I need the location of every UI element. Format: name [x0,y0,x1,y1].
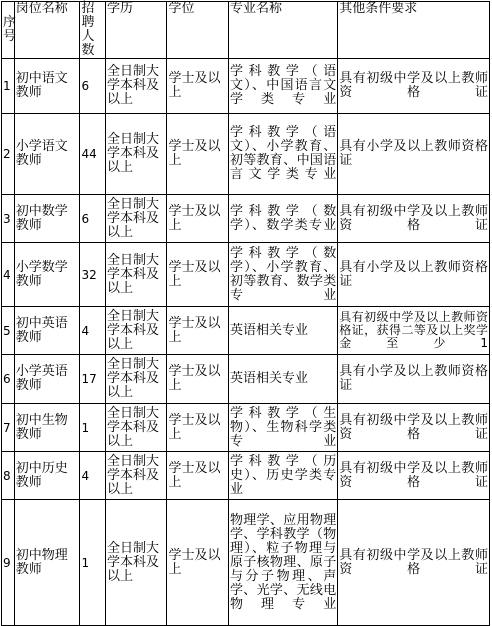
row-other: 具有初级中学及以上教师资格证 [338,195,490,243]
header-row [2,2,490,59]
row-major: 英语相关专业 [228,307,337,355]
table-row [2,404,490,452]
row-count: 6 [80,59,105,114]
table-row [2,195,490,243]
row-position: 初中英语教师 [14,307,80,355]
row-degree: 学士及以上 [167,307,229,355]
row-major: 学科教学（数学）、小学教育、初等教育、数学类专业 [228,243,337,307]
row-education: 全日制大学本科及以上 [105,114,167,195]
row-count: 44 [80,114,105,195]
row-count: 4 [80,307,105,355]
row-education: 全日制大学本科及以上 [105,195,167,243]
row-education: 全日制大学本科及以上 [105,355,167,404]
table-row [2,452,490,500]
header-position: 岗位名称 [14,2,80,59]
row-no: 1 [2,59,15,114]
row-major: 学科教学（生物）、生物科学类专业 [228,404,337,452]
row-degree: 学士及以上 [167,243,229,307]
row-degree: 学士及以上 [167,452,229,500]
row-education: 全日制大学本科及以上 [105,404,167,452]
row-education: 全日制大学本科及以上 [105,500,167,626]
row-education: 全日制大学本科及以上 [105,59,167,114]
row-count: 32 [80,243,105,307]
row-other: 具有初级中学及以上教师资格证 [338,404,490,452]
table-row [2,114,490,195]
row-other: 具有小学及以上教师资格证 [338,355,490,404]
row-education: 全日制大学本科及以上 [105,307,167,355]
row-position: 小学数学教师 [14,243,80,307]
row-no: 5 [2,307,15,355]
table-row [2,243,490,307]
row-education: 全日制大学本科及以上 [105,243,167,307]
row-no: 8 [2,452,15,500]
row-other: 具有初级中学及以上教师资格证，获得二等及以上奖学金至少1 [338,307,490,355]
row-degree: 学士及以上 [167,114,229,195]
row-degree: 学士及以上 [167,355,229,404]
row-position: 初中生物教师 [14,404,80,452]
row-degree: 学士及以上 [167,195,229,243]
row-other: 具有小学及以上教师资格证 [338,243,490,307]
table-row [2,500,490,626]
header-no: 序号 [2,2,15,59]
row-position: 小学语文教师 [14,114,80,195]
row-count: 1 [80,404,105,452]
table-row [2,355,490,404]
row-position: 小学英语教师 [14,355,80,404]
row-major: 学科教学（历史）、历史学类专业 [228,452,337,500]
row-position: 初中历史教师 [14,452,80,500]
row-count: 1 [80,500,105,626]
header-other: 其他条件要求 [338,2,490,59]
row-major: 学科教学（语文）、中国语言文学类专业 [228,59,337,114]
header-count: 招聘人数 [80,2,105,59]
row-no: 4 [2,243,15,307]
row-no: 7 [2,404,15,452]
row-education: 全日制大学本科及以上 [105,452,167,500]
row-major: 学科教学（语文）、小学教育、初等教育、中国语言文学类专业 [228,114,337,195]
recruitment-table [1,1,490,626]
row-position: 初中数学教师 [14,195,80,243]
row-other: 具有初级中学及以上教师资格证 [338,59,490,114]
header-education: 学历 [105,2,167,59]
row-degree: 学士及以上 [167,59,229,114]
table-row [2,59,490,114]
row-other: 具有小学及以上教师资格证 [338,114,490,195]
header-major: 专业名称 [228,2,337,59]
row-no: 6 [2,355,15,404]
row-count: 17 [80,355,105,404]
row-position: 初中物理教师 [14,500,80,626]
row-degree: 学士及以上 [167,404,229,452]
row-no: 9 [2,500,15,626]
row-count: 6 [80,195,105,243]
row-other: 具有初级中学及以上教师资格证 [338,500,490,626]
header-degree: 学位 [167,2,229,59]
row-major: 物理学、应用物理学、学科教学（物理）、粒子物理与原子核物理、原子与分子物理、声学、光学、无线电物理专业 [228,500,337,626]
row-no: 2 [2,114,15,195]
row-degree: 学士及以上 [167,500,229,626]
row-other: 具有初级中学及以上教师资格证 [338,452,490,500]
row-position: 初中语文教师 [14,59,80,114]
table-row [2,307,490,355]
row-major: 学科教学（数学）、数学类专业 [228,195,337,243]
row-no: 3 [2,195,15,243]
row-count: 4 [80,452,105,500]
row-major: 英语相关专业 [228,355,337,404]
